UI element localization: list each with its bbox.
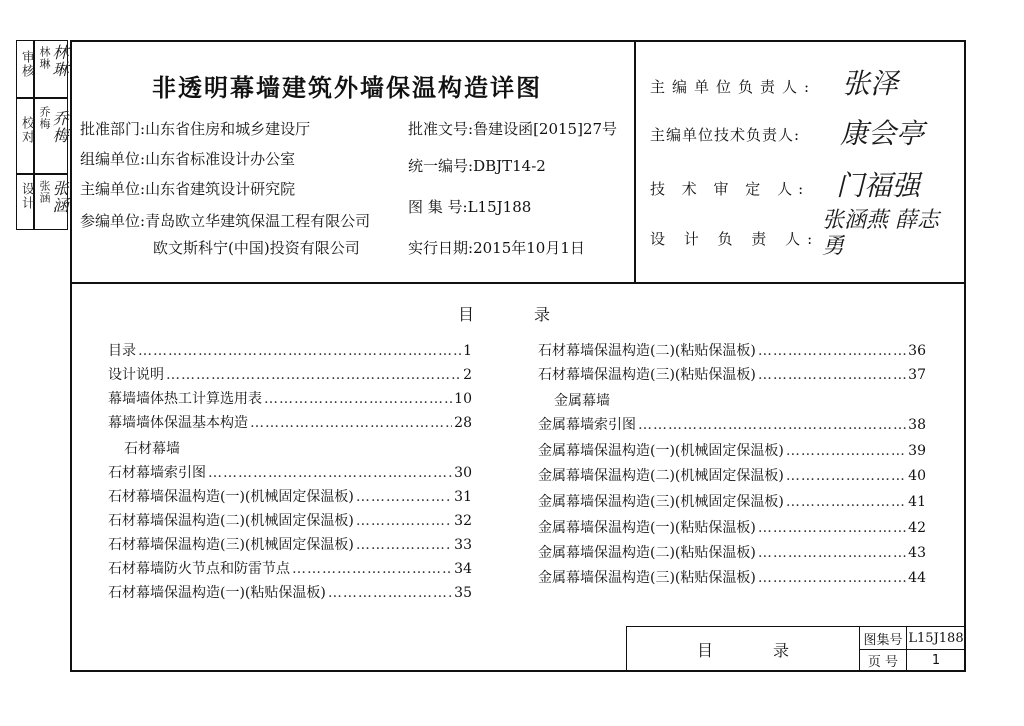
toc-entry-label: 金属幕墙保温构造(二)(机械固定保温板) [538, 468, 784, 484]
toc-entry-page: 43 [908, 545, 926, 561]
info-value: 欧文斯科宁(中国)投资有限公司 [153, 239, 360, 257]
toc-entry[interactable] [108, 582, 472, 604]
info-value: 鲁建设函[2015]27号 [473, 120, 618, 138]
toc-entry-label: 金属幕墙保温构造(三)(粘贴保温板) [538, 570, 756, 586]
toc-section-stone: 石材幕墙 [124, 441, 180, 457]
toc-entry[interactable] [108, 388, 472, 410]
toc-entry-label: 石材幕墙防火节点和防雷节点 [108, 561, 290, 577]
title-block-page-label: 页 号 [859, 649, 907, 672]
toc-entry-label: 石材幕墙保温构造(三)(机械固定保温板) [108, 537, 354, 553]
toc-leader [166, 367, 461, 383]
toc-leader [638, 417, 906, 433]
toc-entry-label: 幕墙墙体热工计算选用表 [108, 391, 262, 407]
toc-entry[interactable] [538, 440, 926, 462]
signature-chief-unit-head: 张泽 [842, 67, 899, 100]
info-value: 山东省建筑设计研究院 [145, 180, 296, 198]
toc-entry-page: 39 [908, 443, 926, 459]
toc-entry-page: 28 [454, 415, 472, 431]
toc-leader [328, 585, 452, 601]
toc-leader [264, 391, 452, 407]
info-label: 统一编号: [408, 157, 474, 175]
toc-section-metal: 金属幕墙 [554, 393, 610, 409]
info-value: L15J188 [467, 198, 532, 216]
toc-leader [786, 468, 906, 484]
info-label: 组编单位: [80, 150, 146, 168]
info-value: 山东省标准设计办公室 [145, 150, 296, 168]
toc-entry[interactable] [538, 414, 926, 436]
toc-entry-page: 2 [463, 367, 472, 383]
info-effective-date [408, 237, 585, 258]
role-technical-head: 主编单位技术负责人: [650, 126, 801, 144]
toc-entry-label: 石材幕墙保温构造(二)(粘贴保温板) [538, 343, 756, 359]
toc-entry-page: 44 [908, 570, 926, 586]
toc-leader [292, 561, 452, 577]
role-chief-unit-head: 主编单位负责人: [650, 78, 817, 96]
toc-leader [758, 367, 906, 383]
info-participating-unit-2 [153, 237, 360, 258]
toc-entry-page: 37 [908, 367, 926, 383]
signature-technical-reviewer: 门福强 [836, 169, 921, 202]
info-value: 2015年10月1日 [473, 239, 585, 257]
toc-leader [356, 513, 452, 529]
toc-entry-page: 30 [454, 465, 472, 481]
toc-entry[interactable] [538, 517, 926, 539]
toc-entry-page: 42 [908, 520, 926, 536]
toc-entry-label: 石材幕墙保温构造(二)(机械固定保温板) [108, 513, 354, 529]
frame-top [70, 40, 966, 42]
toc-entry-label: 幕墙墙体保温基本构造 [108, 415, 248, 431]
toc-entry[interactable] [108, 534, 472, 556]
toc-leader [758, 545, 906, 561]
role-design-head: 设 计 负 责 人: [650, 230, 820, 248]
toc-entry-page: 32 [454, 513, 472, 529]
info-value: 青岛欧立华建筑保温工程有限公司 [145, 212, 371, 230]
toc-entry-page: 33 [454, 537, 472, 553]
strip-review-name: 林琳 [38, 46, 51, 70]
toc-entry-page: 31 [454, 489, 472, 505]
info-value: DBJT14-2 [473, 157, 546, 175]
toc-leader [758, 343, 906, 359]
signature-design-head: 张涵燕 薛志勇 [822, 208, 939, 259]
info-participating-unit [80, 210, 370, 231]
toc-leader [786, 494, 906, 510]
toc-leader [758, 570, 906, 586]
toc-entry-page: 40 [908, 468, 926, 484]
info-atlas-number [408, 196, 531, 217]
strip-review-label: 审核 [19, 50, 34, 78]
toc-leader [138, 343, 461, 359]
toc-entry-label: 石材幕墙索引图 [108, 465, 206, 481]
info-unified-number [408, 155, 546, 176]
toc-entry-label: 设计说明 [108, 367, 164, 383]
toc-entry[interactable] [108, 340, 472, 362]
toc-entry-label: 目录 [108, 343, 136, 359]
strip-design-label: 设计 [19, 182, 34, 210]
info-label: 批准部门: [80, 120, 146, 138]
toc-entry[interactable] [108, 510, 472, 532]
info-label: 参编单位: [80, 212, 146, 230]
strip-review-signature: 林琳 [50, 44, 69, 78]
toc-entry[interactable] [538, 340, 926, 362]
toc-entry-label: 石材幕墙保温构造(一)(机械固定保温板) [108, 489, 354, 505]
toc-entry[interactable] [108, 364, 472, 386]
toc-leader [250, 415, 452, 431]
title-block-atlas-value: L15J188 [906, 626, 966, 650]
strip-design-name: 张涵 [38, 180, 51, 204]
toc-leader [758, 520, 906, 536]
toc-entry[interactable] [538, 567, 926, 589]
info-approval-number [408, 118, 617, 139]
toc-entry[interactable] [108, 486, 472, 508]
title-block-atlas-label: 图集号 [859, 626, 907, 650]
strip-check-label: 校对 [19, 116, 34, 144]
toc-leader [356, 537, 452, 553]
title-block-name-text: 目录 [696, 640, 849, 660]
header-divider [70, 282, 966, 284]
frame-right [964, 40, 966, 672]
header-vertical-divider [634, 40, 636, 284]
toc-leader [208, 465, 452, 481]
toc-entry-page: 36 [908, 343, 926, 359]
toc-entry-label: 石材幕墙保温构造(一)(粘贴保温板) [108, 585, 326, 601]
toc-entry-page: 41 [908, 494, 926, 510]
info-label: 实行日期: [408, 239, 474, 257]
page-title: 非透明幕墙建筑外墙保温构造详图 [152, 74, 542, 102]
info-chief-unit [80, 178, 295, 199]
toc-entry[interactable] [538, 364, 926, 386]
title-block-name [626, 626, 860, 672]
toc-entry-label: 金属幕墙保温构造(三)(机械固定保温板) [538, 494, 784, 510]
toc-entry[interactable] [538, 542, 926, 564]
toc-heading: 目录 [458, 305, 611, 324]
toc-entry[interactable] [108, 558, 472, 580]
toc-entry-label: 石材幕墙保温构造(三)(粘贴保温板) [538, 367, 756, 383]
toc-entry-page: 34 [454, 561, 472, 577]
toc-leader [786, 443, 906, 459]
toc-entry-label: 金属幕墙索引图 [538, 417, 636, 433]
toc-entry[interactable] [108, 462, 472, 484]
toc-entry[interactable] [108, 412, 472, 434]
toc-entry[interactable] [538, 465, 926, 487]
toc-entry-label: 金属幕墙保温构造(一)(机械固定保温板) [538, 443, 784, 459]
toc-entry-page: 35 [454, 585, 472, 601]
toc-entry-label: 金属幕墙保温构造(二)(粘贴保温板) [538, 545, 756, 561]
info-value: 山东省住房和城乡建设厅 [145, 120, 311, 138]
title-block-page-value: 1 [906, 649, 966, 672]
toc-entry[interactable] [538, 491, 926, 513]
signature-technical-head: 康会亭 [840, 117, 925, 150]
toc-entry-page: 38 [908, 417, 926, 433]
toc-entry-label: 金属幕墙保温构造(一)(粘贴保温板) [538, 520, 756, 536]
strip-design-signature: 张涵 [50, 180, 69, 214]
info-label: 主编单位: [80, 180, 146, 198]
strip-check-signature: 乔梅 [50, 110, 69, 144]
strip-check-name: 乔梅 [38, 106, 51, 130]
role-technical-reviewer: 技 术 审 定 人: [650, 180, 810, 198]
info-label: 批准文号: [408, 120, 474, 138]
info-compiling-unit [80, 148, 295, 169]
toc-entry-page: 10 [454, 391, 472, 407]
toc-leader [356, 489, 452, 505]
info-approval-dept [80, 118, 310, 139]
info-label: 图 集 号: [408, 198, 468, 216]
toc-entry-page: 1 [463, 343, 472, 359]
